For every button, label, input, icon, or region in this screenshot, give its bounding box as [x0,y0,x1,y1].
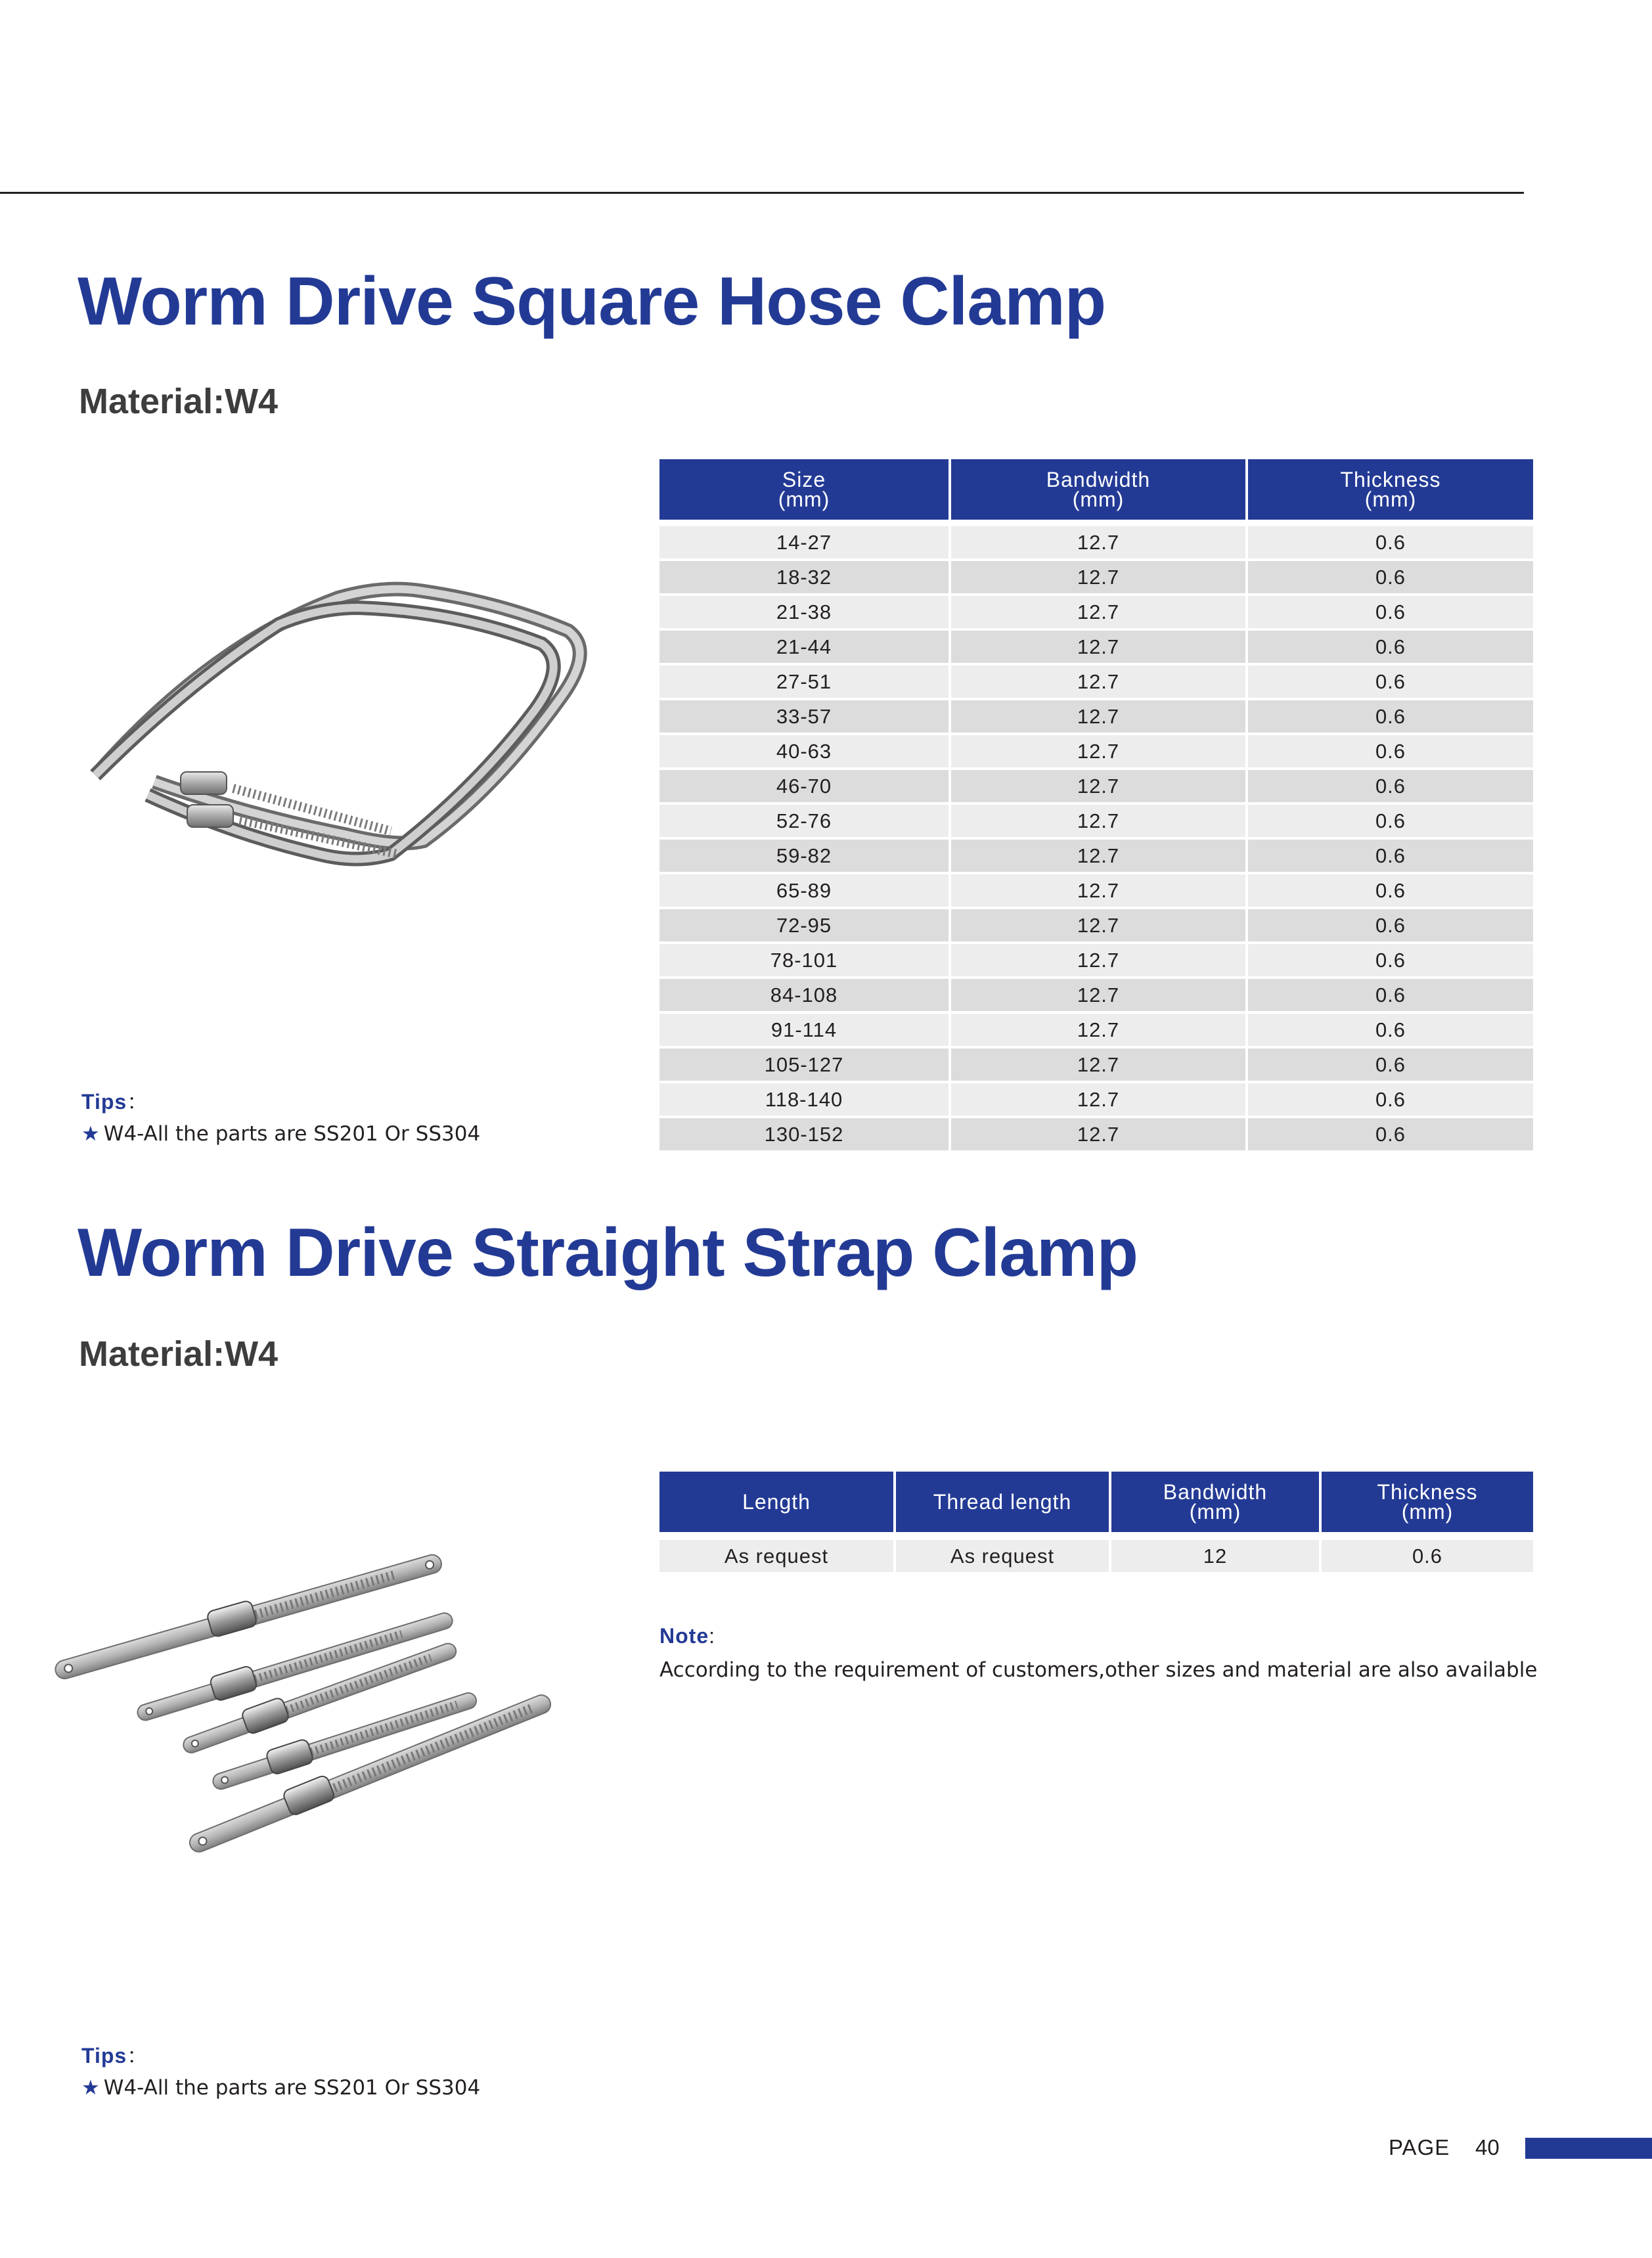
table-row [659,735,1533,767]
cell-thickness: 0.6 [1248,944,1533,976]
strap-clamp-tips-text: ★ W4-All the parts are SS201 Or SS304 [81,2076,481,2100]
cell-size: 18-32 [659,561,949,593]
header-thickness: Thickness (mm) [1322,1472,1533,1532]
square-clamp-material: Material:W4 [79,382,279,421]
cell-size: 21-38 [659,596,949,628]
cell-bandwidth: 12.7 [951,979,1245,1011]
strap-1 [51,1547,443,1682]
strap-clamp-note-text: According to the requirement of customers,other sizes and material are also available [659,1658,1538,1682]
cell-bandwidth: 12.7 [951,770,1245,802]
cell-bandwidth: 12.7 [951,874,1245,907]
cell-bandwidth: 12.7 [951,596,1245,628]
cell-size: 40-63 [659,735,949,767]
cell-thickness: 0.6 [1248,805,1533,837]
cell-bandwidth: 12.7 [951,1083,1245,1116]
star-icon: ★ [81,2076,100,2100]
cell-size: 46-70 [659,770,949,802]
table-row [659,561,1533,593]
cell-thickness: 0.6 [1248,700,1533,733]
cell-size: 59-82 [659,840,949,872]
page-accent-bar [1525,2138,1652,2159]
cell-bandwidth: 12.7 [951,1118,1245,1150]
cell-bandwidth: 12.7 [951,1049,1245,1081]
cell-thickness: 0.6 [1248,631,1533,663]
table-row [659,944,1533,976]
cell-length: As request [659,1540,893,1572]
table-row [659,979,1533,1011]
table-row [659,666,1533,698]
cell-size: 27-51 [659,666,949,698]
table-row [659,805,1533,837]
table-row [659,1118,1533,1150]
cell-thickness: 0.6 [1322,1540,1533,1572]
table-row [659,770,1533,802]
header-thickness: Thickness (mm) [1248,459,1533,520]
table-row [659,1083,1533,1116]
cell-size: 72-95 [659,909,949,941]
page-label: PAGE [1389,2135,1450,2159]
header-bandwidth: Bandwidth (mm) [1111,1472,1319,1532]
header-size: Size (mm) [659,459,949,520]
cell-thickness: 0.6 [1248,874,1533,907]
table-row [659,874,1533,907]
table-row [659,840,1533,872]
cell-bandwidth: 12.7 [951,700,1245,733]
table-row [659,631,1533,663]
cell-size: 130-152 [659,1118,949,1150]
cell-thickness: 0.6 [1248,561,1533,593]
cell-bandwidth: 12.7 [951,735,1245,767]
square-clamp-spec-table [657,457,1536,1153]
cell-bandwidth: 12.7 [951,666,1245,698]
cell-thickness: 0.6 [1248,596,1533,628]
strap-clamp-title: Worm Drive Straight Strap Clamp [78,1215,1138,1291]
cell-bandwidth: 12.7 [951,840,1245,872]
table-header-row [659,1472,1533,1532]
cell-size: 105-127 [659,1049,949,1081]
cell-bandwidth: 12 [1111,1540,1319,1572]
table-row [659,1014,1533,1046]
table-row [659,909,1533,941]
cell-thickness: 0.6 [1248,909,1533,941]
cell-size: 78-101 [659,944,949,976]
cell-bandwidth: 12.7 [951,526,1245,558]
table-row [659,596,1533,628]
table-row [659,526,1533,558]
cell-thickness: 0.6 [1248,1049,1533,1081]
square-clamp-tips-heading: Tips： [81,1090,149,1114]
strap-clamp-note-heading: Note: [659,1624,715,1648]
square-clamp-tips-text: ★ W4-All the parts are SS201 Or SS304 [81,1122,481,1146]
strap-clamp-tips-heading: Tips： [81,2044,149,2067]
cell-thickness: 0.6 [1248,1118,1533,1150]
header-bandwidth: Bandwidth (mm) [951,459,1245,520]
cell-size: 33-57 [659,700,949,733]
cell-size: 14-27 [659,526,949,558]
cell-bandwidth: 12.7 [951,561,1245,593]
table-row [659,700,1533,733]
table-row [659,1049,1533,1081]
straight-strap-clamp-image [49,1524,575,1872]
cell-size: 65-89 [659,874,949,907]
cell-thickness: 0.6 [1248,735,1533,767]
cell-bandwidth: 12.7 [951,805,1245,837]
cell-thickness: 0.6 [1248,1083,1533,1116]
cell-thickness: 0.6 [1248,840,1533,872]
cell-thickness: 0.6 [1248,526,1533,558]
header-thread-length: Thread length [896,1472,1109,1532]
square-hose-clamp-image [82,572,594,874]
header-length: Length [659,1472,893,1532]
cell-bandwidth: 12.7 [951,909,1245,941]
cell-size: 52-76 [659,805,949,837]
cell-bandwidth: 12.7 [951,1014,1245,1046]
cell-thickness: 0.6 [1248,666,1533,698]
cell-thickness: 0.6 [1248,979,1533,1011]
strap-clamp-spec-table [657,1469,1536,1575]
cell-size: 91-114 [659,1014,949,1046]
cell-thread-length: As request [896,1540,1109,1572]
cell-size: 21-44 [659,631,949,663]
clamp-band-front [95,608,554,859]
cell-thickness: 0.6 [1248,1014,1533,1046]
page-number: 40 [1475,2135,1500,2159]
top-rule [0,192,1524,194]
cell-thickness: 0.6 [1248,770,1533,802]
cell-bandwidth: 12.7 [951,944,1245,976]
table-row [659,1540,1533,1572]
cell-size: 84-108 [659,979,949,1011]
table-header-row [659,459,1533,520]
square-clamp-title: Worm Drive Square Hose Clamp [78,263,1106,340]
cell-bandwidth: 12.7 [951,631,1245,663]
cell-size: 118-140 [659,1083,949,1116]
strap-clamp-material: Material:W4 [79,1334,279,1374]
star-icon: ★ [81,1122,100,1146]
